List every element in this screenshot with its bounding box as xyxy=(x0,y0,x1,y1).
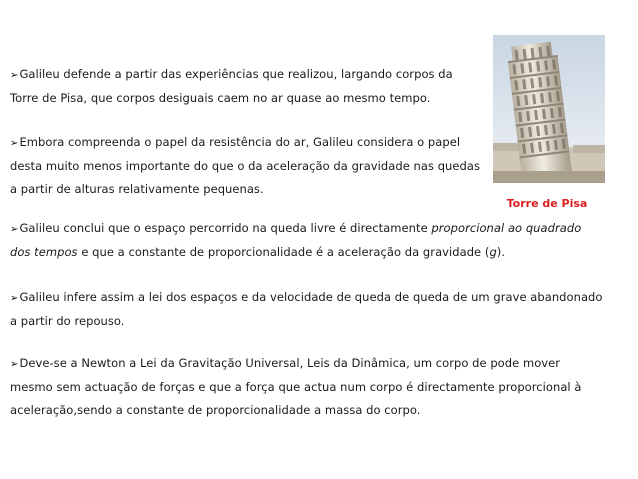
bullet-arrow-icon: ➢ xyxy=(10,138,19,149)
text-segment: e que a constante de proporcionalidade é a aceleração da gravidade ( xyxy=(77,245,490,259)
text-segment: Deve-se a Newton a Lei da Gravitação Universal, Leis da Dinâmica, um corpo de pode mover xyxy=(19,356,561,370)
leaning-tower-of-pisa-photo xyxy=(493,35,605,183)
text-segment: ). xyxy=(496,245,506,259)
text-segment: Galileu conclui que o espaço percorrido na queda livre é directamente xyxy=(19,221,432,235)
bullet-arrow-icon: ➢ xyxy=(10,293,19,304)
text-line: Torre de Pisa, que corpos desiguais caem no ar quase ao mesmo tempo. xyxy=(10,91,431,105)
text-segment: Embora compreenda o papel da resistência do ar, Galileu considera o papel xyxy=(19,135,461,149)
emphasis-text: g xyxy=(489,245,497,259)
text-line xyxy=(10,241,581,264)
text-segment: Galileu defende a partir das experiências que realizou, largando corpos da xyxy=(19,67,453,81)
text-line: aceleração,sendo a constante de proporcionalidade a massa do corpo. xyxy=(10,403,421,417)
bullet-arrow-icon: ➢ xyxy=(10,224,19,235)
text-segment: Galileu infere assim a lei dos espaços e da velocidade de queda de queda de um grave abandonado xyxy=(19,290,603,304)
figure-caption: Torre de Pisa xyxy=(506,197,588,210)
bullet-paragraph-galileu-defende xyxy=(10,63,453,110)
bullet-paragraph-queda-livre xyxy=(10,217,581,264)
text-line xyxy=(10,217,581,241)
text-line: mesmo sem actuação de forças e que a força que actua num corpo é directamente proporcional à xyxy=(10,380,582,394)
bullet-arrow-icon: ➢ xyxy=(10,70,19,81)
text-line xyxy=(10,131,480,155)
text-line xyxy=(10,352,581,376)
bullet-paragraph-newton xyxy=(10,352,581,422)
emphasis-text: proporcional ao quadrado xyxy=(431,221,582,235)
bullet-paragraph-lei-espacos xyxy=(10,286,602,333)
bullet-arrow-icon: ➢ xyxy=(10,359,19,370)
text-line xyxy=(10,286,602,310)
text-line: a partir de alturas relativamente pequenas. xyxy=(10,182,264,196)
text-line: a partir do repouso. xyxy=(10,314,125,328)
bullet-paragraph-resistencia-ar xyxy=(10,131,480,201)
text-line: desta muito menos importante do que o da aceleração da gravidade nas quedas xyxy=(10,159,481,173)
emphasis-text: dos tempos xyxy=(10,245,78,259)
text-line xyxy=(10,63,453,87)
tower-illustration-icon xyxy=(493,35,605,183)
